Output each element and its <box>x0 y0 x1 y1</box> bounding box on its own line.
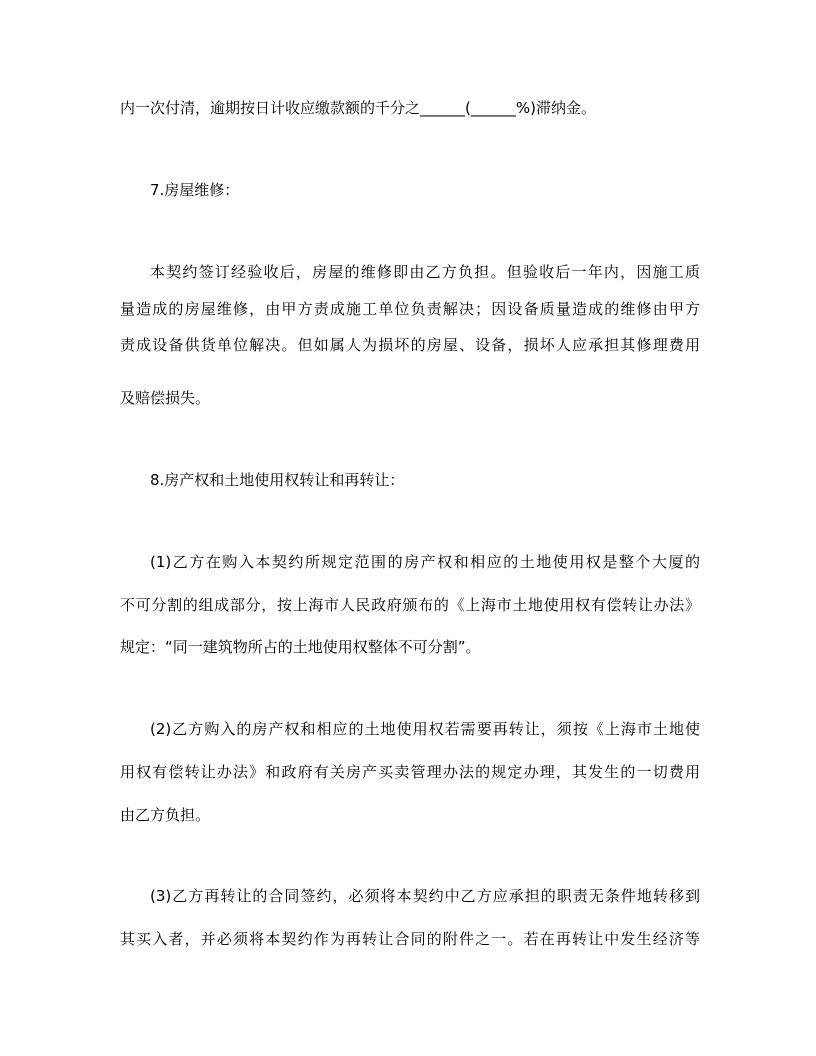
clause-8-2-line-2: 用权有偿转让办法》和政府有关房产买卖管理办法的规定办理，其发生的一切费用 <box>120 763 700 781</box>
clause-8-3-line-1: (3)乙方再转让的合同签约，必须将本契约中乙方应承担的职责无条件地转移到 <box>150 887 700 905</box>
clause-8-2-line-1: (2)乙方购入的房产权和相应的土地使用权若需要再转让，须按《上海市土地使 <box>150 720 700 738</box>
clause-8-2-line-3: 由乙方负担。 <box>120 806 211 824</box>
clause-7-paragraph-line-3: 责成设备供货单位解决。但如属人为损坏的房屋、设备，损坏人应承担其修理费用 <box>120 336 700 354</box>
clause-8-1-line-3: 规定：“同一建筑物所占的土地使用权整体不可分割”。 <box>120 638 481 656</box>
clause-8-1-line-2: 不可分割的组成部分，按上海市人民政府颁布的《上海市土地使用权有偿转让办法》 <box>120 596 700 614</box>
clause-8-3-line-2: 其买入者，并必须将本契约作为再转让合同的附件之一。若在再转让中发生经济等 <box>120 930 700 948</box>
clause-7-paragraph-line-4: 及赔偿损失。 <box>120 389 211 407</box>
clause-7-paragraph-line-1: 本契约签订经验收后，房屋的维修即由乙方负担。但验收后一年内，因施工质 <box>150 263 700 281</box>
clause-7-heading: 7.房屋维修： <box>150 181 240 199</box>
clause-6-continuation-line: 内一次付清，逾期按日计收应缴款额的千分之______(______%)滞纳金。 <box>120 99 596 117</box>
clause-8-heading: 8.房产权和土地使用权转让和再转让： <box>150 471 405 489</box>
clause-7-paragraph-line-2: 量造成的房屋维修，由甲方责成施工单位负责解决；因设备质量造成的维修由甲方 <box>120 300 700 318</box>
clause-8-1-line-1: (1)乙方在购入本契约所规定范围的房产权和相应的土地使用权是整个大厦的 <box>150 553 700 571</box>
